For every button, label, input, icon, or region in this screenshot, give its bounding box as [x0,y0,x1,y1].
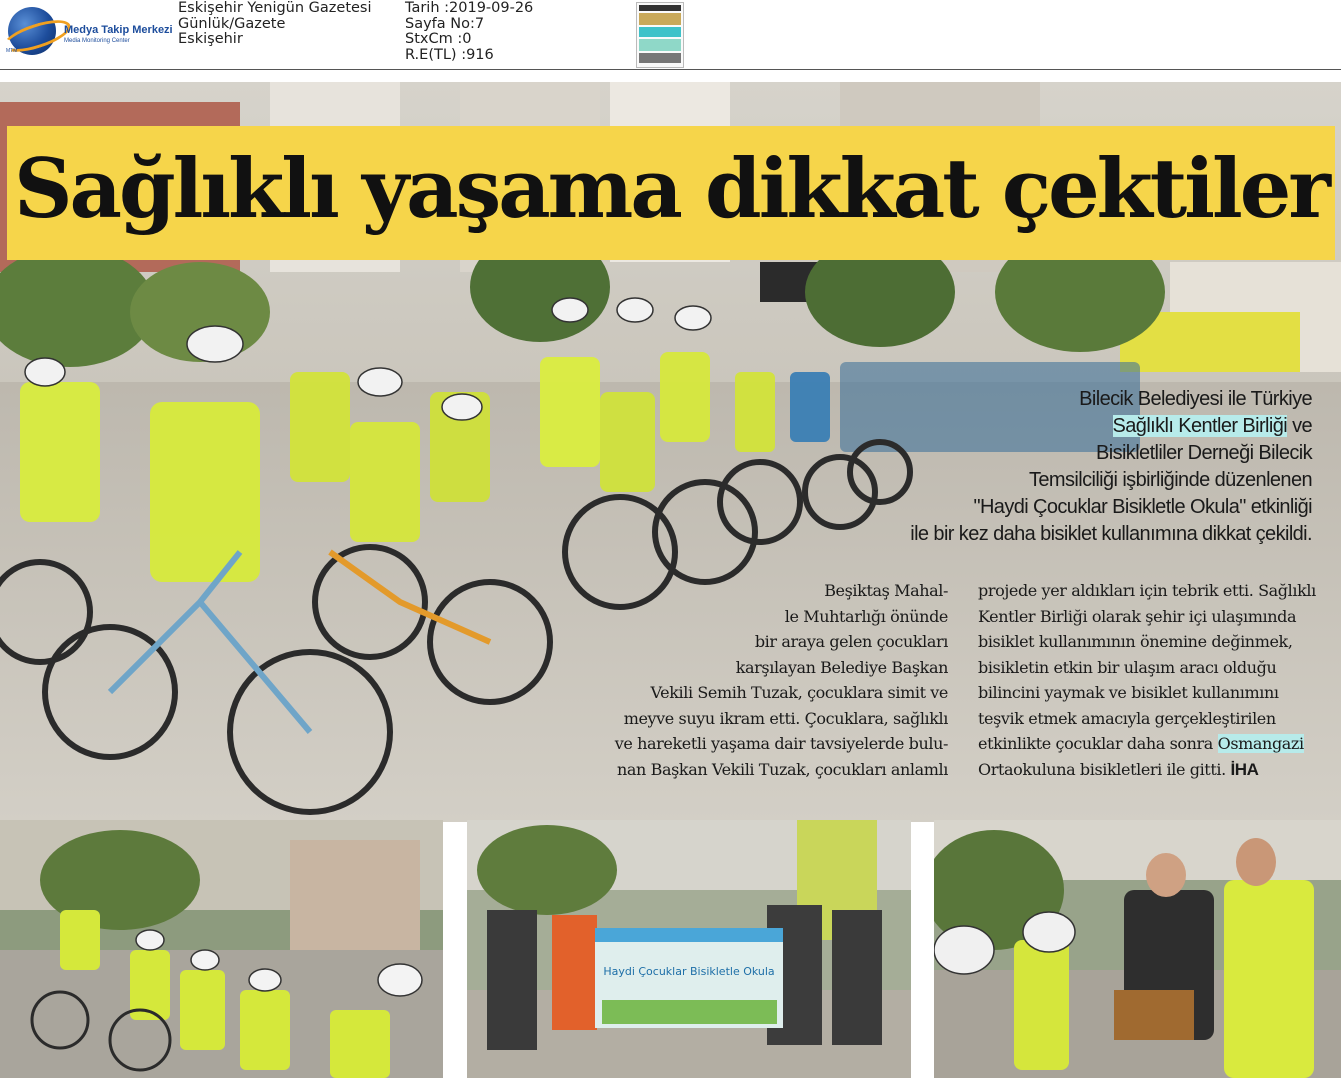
agency-credit: İHA [1230,759,1259,779]
publication-city: Eskişehir [178,31,243,47]
body-line: le Muhtarlığı önünde [784,606,948,626]
highlight-term: Sağlıklı Kentler Birliği [1112,415,1288,437]
logo-abbr: MTM [6,48,18,54]
logo-name: Medya Takip Merkezi [64,24,173,36]
source-info [178,1,372,48]
body-line: karşılayan Belediye Başkan [735,657,948,677]
clipping-meta [405,1,533,63]
lead-line: "Haydi Çocuklar Bisikletle Okula" etkinliği [973,496,1312,518]
lead-paragraph [888,386,1312,548]
body-column-2 [978,578,1318,782]
body-line: bisiklet kullanımının önemine değinmek, [978,632,1293,651]
meta-page: Sayfa No:7 [405,15,485,32]
photo-banner-group [467,820,911,1078]
clipping-header [0,0,1341,70]
meta-ad-value: R.E(TL) :916 [405,46,494,63]
body-line: Beşiktaş Mahal- [824,581,948,600]
body-line: bisikletin etkin bir ulaşım aracı olduğu [978,657,1277,677]
news-article [0,82,1341,1080]
header-divider [0,69,1341,70]
photo-simit-distribution [934,820,1341,1078]
logo-subtitle: Media Monitoring Center [64,38,130,44]
body-line: Vekili Semih Tuzak, çocuklara simit ve [650,683,948,702]
body-line: meyve suyu ikram etti. Çocuklara, sağlıklı [623,708,948,728]
publication-type: Günlük/Gazete [178,15,286,32]
highlight-term: Osmangazi [1217,734,1304,753]
newspaper-name: Eskişehir Yenigün Gazetesi [178,0,372,16]
headline: Sağlıklı yaşama dikkat çektiler [14,142,1328,237]
lead-line: Sağlıklı Kentler Birliği ve [1112,415,1312,437]
lead-line: Bilecik Belediyesi ile Türkiye [1079,388,1312,410]
body-line: projede yer aldıkları için tebrik etti. Sağlıklı [978,581,1316,600]
body-line: teşvik etmek amacıyla gerçekleştirilen [978,708,1276,728]
body-column-1 [608,578,948,782]
body-line: bilincini yaymak ve bisiklet kullanımını [978,683,1279,702]
body-line: bir araya gelen çocukları [754,632,948,651]
body-line: etkinlikte çocuklar daha sonra Osmangazi [978,734,1304,753]
lead-line: Temsilciliği işbirliğinde düzenlenen [1029,469,1312,491]
lead-line: ile bir kez daha bisiklet kullanımına dikkat çekildi. [910,523,1312,545]
headline-box [7,126,1335,260]
page-thumbnail[interactable] [636,2,684,68]
body-line: ve hareketli yaşama dair tavsiyelerde bulu- [614,734,948,753]
body-line: nan Başkan Vekili Tuzak, çocukları anlamlı [616,759,948,779]
mtm-logo [2,4,174,58]
body-line: Kentler Birliği olarak şehir içi ulaşımında [978,606,1297,626]
banner-text: Haydi Çocuklar Bisikletle Okula [603,965,775,978]
photo-cyclists-street [0,820,443,1078]
meta-stxcm: StxCm :0 [405,31,472,47]
meta-date: Tarih :2019-09-26 [405,0,534,16]
lead-line: Bisikletliler Derneği Bilecik [1095,442,1312,464]
body-line: Ortaokuluna bisikletleri ile gitti. İHA [978,759,1259,779]
